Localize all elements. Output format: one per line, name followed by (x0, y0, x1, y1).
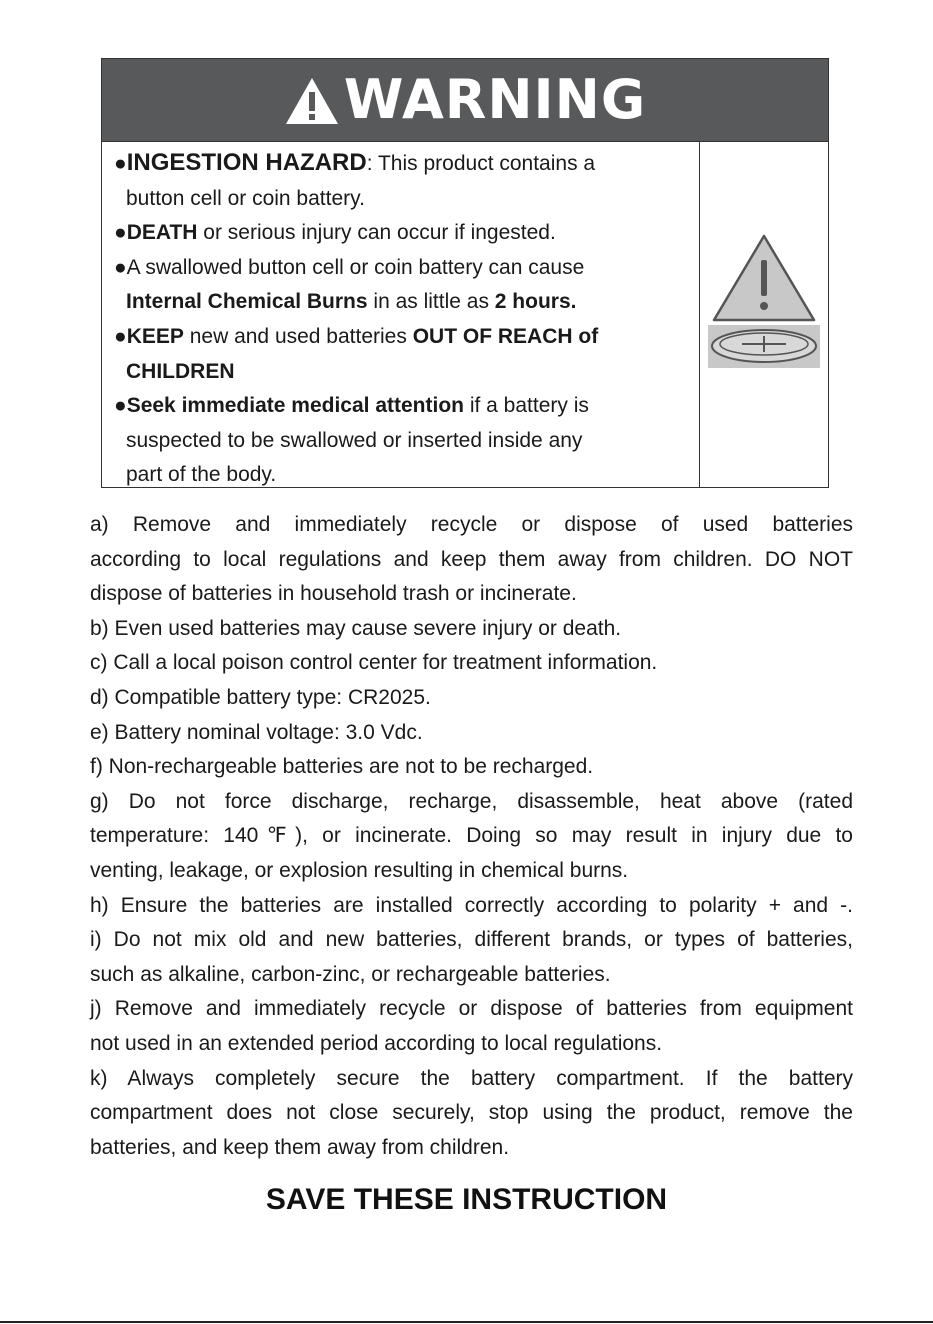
warning-title: WARNING (343, 68, 647, 131)
warning-line-segment: or serious injury can occur if ingested. (197, 221, 556, 245)
warning-line (114, 216, 699, 251)
instruction-line: i) Do not mix old and new batteries, different brands, or types of batteries, (90, 928, 853, 952)
warning-icon-column (700, 142, 828, 488)
instruction-line: f) Non-rechargeable batteries are not to be recharged. (90, 755, 594, 779)
warning-line (114, 146, 699, 182)
instruction-line: not used in an extended period according to local regulations. (90, 1031, 663, 1055)
instruction-line: k) Always completely secure the battery compartment. If the battery (90, 1066, 853, 1090)
warning-line-segment: DEATH (126, 221, 198, 245)
warning-line-segment: Internal Chemical Burns (126, 290, 368, 314)
warning-line (114, 424, 699, 459)
warning-body (102, 142, 828, 488)
instruction-line: venting, leakage, or explosion resulting in chemical burns. (90, 858, 629, 882)
warning-line-segment: part of the body. (126, 463, 277, 487)
save-instructions-title: SAVE THESE INSTRUCTION (265, 1183, 668, 1216)
warning-line (114, 182, 699, 217)
warning-header (102, 59, 828, 142)
instruction-line: h) Ensure the batteries are installed correctly according to polarity + and -. (90, 893, 853, 917)
warning-line-segment: suspected to be swallowed or inserted inside any (126, 428, 583, 452)
instruction-line: a) Remove and immediately recycle or dispose of used batteries (90, 513, 853, 536)
bottom-rule (0, 1321, 933, 1323)
warning-line (114, 355, 699, 390)
warning-line (114, 320, 699, 355)
warning-line (114, 285, 699, 320)
warning-line-segment: ● (114, 394, 127, 418)
instruction-line: according to local regulations and keep them away from children. DO NOT (90, 547, 853, 571)
warning-line (114, 389, 699, 424)
warning-line-segment: button cell or coin battery. (126, 186, 365, 210)
instruction-line: e) Battery nominal voltage: 3.0 Vdc. (90, 720, 423, 744)
instruction-line: d) Compatible battery type: CR2025. (90, 685, 431, 709)
warning-line-segment: ●A swallowed button cell or coin battery can cause (114, 255, 585, 279)
instruction-line: compartment does not close securely, stop using the product, remove the (90, 1101, 853, 1125)
instruction-line: j) Remove and immediately recycle or dispose of batteries from equipment (90, 997, 853, 1021)
instruction-line: dispose of batteries in household trash or incinerate. (90, 582, 577, 606)
warning-line-segment: Seek immediate medical attention (126, 394, 464, 418)
warning-text (102, 142, 700, 488)
instruction-line: c) Call a local poison control center for treatment information. (90, 651, 658, 675)
instruction-line: temperature: 140℉), or incinerate. Doing so may result in injury due to (90, 824, 853, 848)
warning-line-segment: CHILDREN (126, 359, 235, 383)
instruction-line: g) Do not force discharge, recharge, disassemble, heat above (rated (90, 789, 853, 813)
warning-line-segment: ● (114, 221, 127, 245)
warning-line-segment: if a battery is (463, 394, 589, 418)
warning-line (114, 458, 699, 493)
warning-line-segment: INGESTION HAZARD (126, 149, 367, 176)
warning-triangle-icon (284, 76, 340, 126)
warning-line-segment: ● (114, 152, 127, 175)
instruction-line: b) Even used batteries may cause severe injury or death. (90, 616, 622, 640)
instruction-line: such as alkaline, carbon-zinc, or rechargeable batteries. (90, 962, 611, 986)
warning-line-segment: KEEP (126, 324, 184, 348)
warning-line-segment: OUT OF REACH of (412, 324, 599, 348)
warning-line-segment: : This product contains a (366, 152, 596, 175)
instructions-list (90, 508, 853, 1165)
warning-box (101, 58, 829, 488)
warning-line-segment: 2 hours. (494, 290, 577, 314)
warning-line-segment: in as little as (367, 290, 495, 314)
warning-line-segment: ● (114, 324, 127, 348)
warning-line (114, 251, 699, 286)
warning-line-segment: new and used batteries (183, 324, 413, 348)
instruction-line: batteries, and keep them away from children. (90, 1135, 510, 1159)
coin-battery-hazard-icon (708, 232, 820, 368)
